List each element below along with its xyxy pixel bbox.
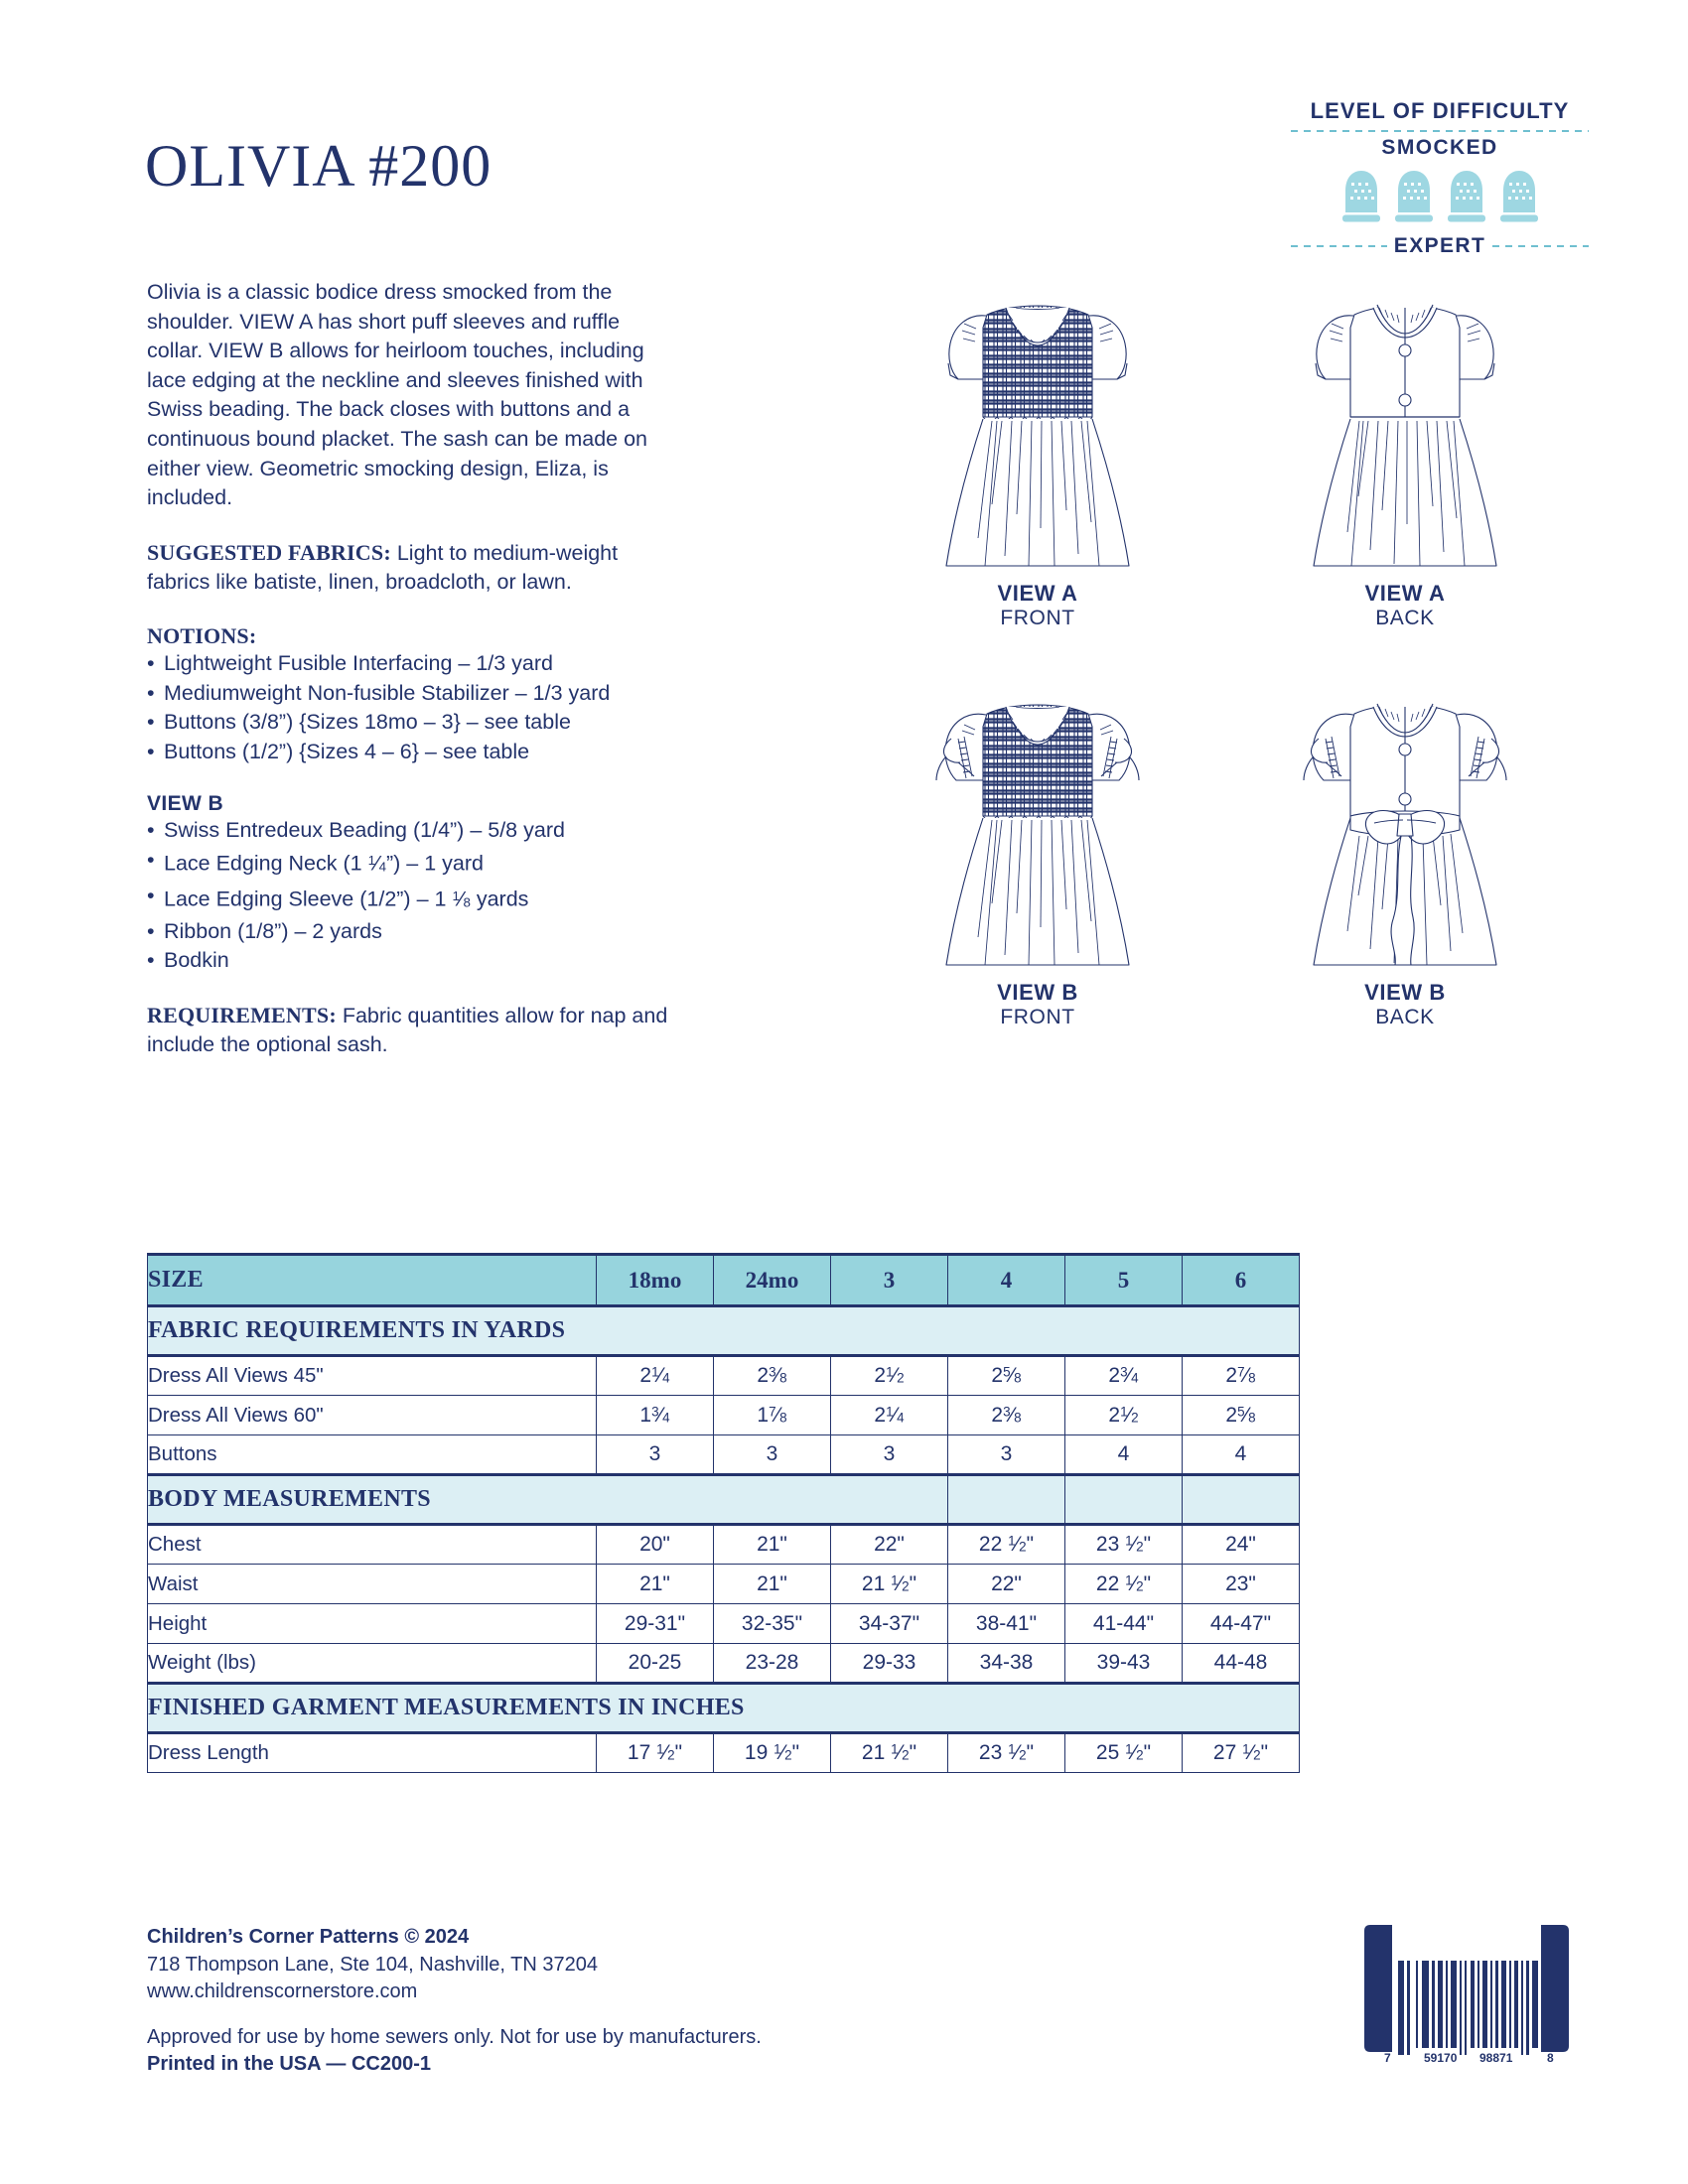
cell-value: 4 xyxy=(1234,1442,1247,1465)
caption-line-2: BACK xyxy=(1375,606,1435,629)
cell-value: 2 xyxy=(874,1403,887,1427)
fraction-numerator: 1 xyxy=(367,852,375,868)
fraction-slash: ⁄ xyxy=(898,1741,903,1764)
row-label: Dress All Views 60" xyxy=(148,1396,597,1435)
cell-value: 41-44" xyxy=(1092,1611,1155,1635)
footer-website[interactable]: www.childrenscornerstore.com xyxy=(147,1980,418,2002)
table-cell xyxy=(948,1396,1065,1435)
table-cell xyxy=(831,1396,948,1435)
table-cell xyxy=(1065,1525,1183,1565)
table-row xyxy=(148,1565,1300,1604)
column-header-0: 18mo xyxy=(597,1255,714,1306)
fraction-numerator: 1 xyxy=(891,1572,899,1588)
table-cell xyxy=(714,1435,831,1475)
dress-illustration-b-back xyxy=(1256,667,1554,975)
dashed-divider-left xyxy=(1291,245,1387,247)
thimble-icon xyxy=(1497,169,1541,229)
cell-value: 34-37" xyxy=(858,1611,920,1635)
fraction-numerator: 1 xyxy=(452,887,460,903)
view-b-notions-list xyxy=(147,816,673,975)
fraction-denominator: 2 xyxy=(1131,1409,1139,1425)
cell-value: 3 xyxy=(1000,1442,1013,1465)
cell-value: 22" xyxy=(991,1571,1022,1595)
fraction-numerator: 3 xyxy=(1003,1404,1011,1420)
notions-block xyxy=(147,623,673,766)
illustration-grid xyxy=(874,268,1569,1028)
difficulty-level: EXPERT xyxy=(1393,234,1486,258)
row-label: Buttons xyxy=(148,1435,597,1475)
caption-line-1: VIEW B xyxy=(997,980,1078,1006)
fraction-denominator: 2 xyxy=(1136,1747,1144,1763)
caption-line-2: FRONT xyxy=(1000,606,1075,629)
row-label: Weight (lbs) xyxy=(148,1644,597,1684)
section-title: BODY MEASUREMENTS xyxy=(148,1475,948,1525)
cell-value: 20-25 xyxy=(628,1651,682,1674)
pattern-description: Olivia is a classic bodice dress smocked from the shoulder. VIEW A has short puff sleeves and ruffle collar. VIEW B allows for heirloom touches, including lace edging at the neckline and sleeves finished with Swiss beading. The back closes with buttons and a continuous bound placket. The sash can be made on either view. Geometric smocking design, Eliza, is included. xyxy=(147,280,648,510)
caption-line-1: VIEW A xyxy=(1364,581,1446,606)
figure-view-b-front xyxy=(874,667,1201,1028)
list-item xyxy=(147,946,673,976)
table-row xyxy=(148,1525,1300,1565)
fraction-slash: ⁄ xyxy=(1244,1364,1249,1387)
table-cell xyxy=(1065,1435,1183,1475)
cell-value: 44-48 xyxy=(1213,1651,1268,1674)
fraction-denominator: 2 xyxy=(1253,1747,1261,1763)
table-cell xyxy=(948,1733,1065,1773)
table-cell xyxy=(1183,1733,1300,1773)
list-item: • Lightweight Fusible Interfacing – 1/3 yard xyxy=(147,649,673,679)
table-cell xyxy=(1065,1733,1183,1773)
table-cell xyxy=(597,1733,714,1773)
fraction-denominator: 4 xyxy=(662,1409,670,1425)
illustration-row-b xyxy=(874,667,1569,1028)
fraction-numerator: 1 xyxy=(651,1364,659,1380)
thimble-icon xyxy=(1445,169,1488,229)
table-cell xyxy=(714,1356,831,1396)
column-header-size: SIZE xyxy=(148,1255,597,1306)
row-label: Waist xyxy=(148,1565,597,1604)
fraction-slash: ⁄ xyxy=(658,1364,663,1387)
cell-value: 20" xyxy=(639,1533,670,1556)
footer-company: Children’s Corner Patterns © 2024 xyxy=(147,1926,470,1948)
table-cell xyxy=(1065,1356,1183,1396)
barcode-group-1: 59170 xyxy=(1424,2051,1458,2065)
cell-value: 44-47" xyxy=(1209,1611,1272,1635)
fraction-denominator: 2 xyxy=(1136,1577,1144,1593)
fraction-slash: ⁄ xyxy=(1249,1741,1254,1764)
caption-line-1: VIEW B xyxy=(1364,980,1446,1006)
cell-suffix: " xyxy=(909,1571,917,1595)
list-item xyxy=(147,917,673,947)
item-text: Ribbon (1/8”) – 2 yards xyxy=(164,918,382,943)
list-item: • Buttons (1/2”) {Sizes 4 – 6} – see table xyxy=(147,738,673,767)
table-cell xyxy=(597,1435,714,1475)
table-cell xyxy=(714,1604,831,1644)
suggested-fabrics-heading: SUGGESTED FABRICS: xyxy=(147,539,391,565)
fraction-denominator: 2 xyxy=(897,1370,905,1386)
fraction-denominator: 8 xyxy=(1248,1409,1256,1425)
table-cell xyxy=(948,1356,1065,1396)
fraction-slash: ⁄ xyxy=(1015,1533,1020,1556)
fraction-numerator: 1 xyxy=(1120,1404,1128,1420)
fraction-denominator: 2 xyxy=(902,1747,910,1763)
cell-value: 2 xyxy=(991,1403,1004,1427)
dashed-divider-right xyxy=(1492,245,1589,247)
table-row xyxy=(148,1604,1300,1644)
fraction-slash: ⁄ xyxy=(1010,1364,1015,1387)
cell-value: 3 xyxy=(883,1442,896,1465)
fraction-denominator: 2 xyxy=(1136,1539,1144,1555)
cell-suffix: " xyxy=(1026,1741,1035,1764)
size-chart xyxy=(147,1253,1299,1773)
fraction-numerator: 5 xyxy=(1237,1404,1245,1420)
table-row xyxy=(148,1644,1300,1684)
item-text: Bodkin xyxy=(164,948,229,973)
footer-approval: Approved for use by home sewers only. Not for use by manufacturers. xyxy=(147,2025,762,2048)
figure-caption xyxy=(1241,981,1569,1028)
difficulty-heading: LEVEL OF DIFFICULTY xyxy=(1310,98,1570,123)
fraction-slash: ⁄ xyxy=(898,1571,903,1595)
caption-line-1: VIEW A xyxy=(997,581,1078,606)
cell-value: 19 xyxy=(744,1741,774,1764)
cell-value: 22" xyxy=(874,1533,905,1556)
figure-caption xyxy=(874,981,1201,1028)
cell-value: 34-38 xyxy=(979,1651,1034,1674)
row-label: Chest xyxy=(148,1525,597,1565)
table-cell xyxy=(948,1644,1065,1684)
view-b-notions-block xyxy=(147,792,673,975)
table-cell xyxy=(1065,1644,1183,1684)
cell-suffix: " xyxy=(674,1741,683,1764)
cell-value: 39-43 xyxy=(1096,1651,1151,1674)
table-cell xyxy=(831,1604,948,1644)
section-title: FINISHED GARMENT MEASUREMENTS IN INCHES xyxy=(148,1684,1300,1733)
cell-value: 23-28 xyxy=(745,1651,799,1674)
fraction-denominator: 8 xyxy=(1014,1409,1022,1425)
fraction-denominator: 4 xyxy=(897,1409,905,1425)
footer-printed: Printed in the USA — CC200-1 xyxy=(147,2053,431,2075)
table-cell xyxy=(948,1604,1065,1644)
fraction-slash: ⁄ xyxy=(1132,1571,1137,1595)
cell-suffix: " xyxy=(909,1741,917,1764)
fraction-slash: ⁄ xyxy=(658,1403,663,1427)
table-cell xyxy=(831,1733,948,1773)
table-cell xyxy=(831,1644,948,1684)
cell-value: 22 xyxy=(978,1533,1009,1556)
fraction-slash: ⁄ xyxy=(1015,1741,1020,1764)
cell-value: 1 xyxy=(639,1403,652,1427)
fraction-denominator: 2 xyxy=(784,1747,792,1763)
table-cell xyxy=(597,1565,714,1604)
thimble-icon xyxy=(1339,169,1383,229)
item-text: Lace Edging Sleeve (1/2”) – 1 xyxy=(164,887,453,911)
fraction-slash: ⁄ xyxy=(1010,1403,1015,1427)
caption-line-2: FRONT xyxy=(1000,1005,1075,1028)
dress-illustration-a-back xyxy=(1256,268,1554,576)
table-cell xyxy=(597,1356,714,1396)
column-header-5: 6 xyxy=(1183,1255,1300,1306)
table-cell xyxy=(831,1356,948,1396)
cell-value: 27 xyxy=(1212,1741,1243,1764)
table-row xyxy=(148,1396,1300,1435)
fraction-slash: ⁄ xyxy=(780,1741,785,1764)
table-row xyxy=(148,1435,1300,1475)
fraction-denominator: 8 xyxy=(1014,1370,1022,1386)
item-text-post: yards xyxy=(470,887,529,911)
cell-suffix: " xyxy=(1143,1741,1152,1764)
fraction-denominator: 2 xyxy=(667,1747,675,1763)
table-row xyxy=(148,1356,1300,1396)
cell-value: 21" xyxy=(639,1571,670,1595)
table-cell xyxy=(831,1525,948,1565)
barcode xyxy=(1362,1911,1571,2075)
table-cell xyxy=(948,1435,1065,1475)
section-title: FABRIC REQUIREMENTS IN YARDS xyxy=(148,1306,1300,1356)
fraction-slash: ⁄ xyxy=(1132,1741,1137,1764)
cell-value: 1 xyxy=(757,1403,770,1427)
cell-value: 29-31" xyxy=(624,1611,686,1635)
difficulty-badge xyxy=(1291,99,1589,258)
fraction-numerator: 1 xyxy=(1125,1741,1133,1757)
suggested-fabrics-text: Light to medium-weight fabrics like batiste, linen, broadcloth, or lawn. xyxy=(147,540,619,595)
fraction-numerator: 1 xyxy=(1008,1741,1016,1757)
cell-value: 23 xyxy=(1095,1533,1126,1556)
notions-list xyxy=(147,649,673,766)
footer-spacer xyxy=(147,2006,902,2024)
table-cell xyxy=(714,1396,831,1435)
notions-heading: NOTIONS: xyxy=(147,622,257,648)
fraction-numerator: 5 xyxy=(1003,1364,1011,1380)
fraction-denominator: 2 xyxy=(1019,1747,1027,1763)
figure-view-a-back xyxy=(1241,268,1569,629)
table-section-row xyxy=(148,1684,1300,1733)
table-cell xyxy=(1183,1565,1300,1604)
table-cell xyxy=(948,1565,1065,1604)
fraction-numerator: 1 xyxy=(774,1741,781,1757)
thimble-icon xyxy=(1392,169,1436,229)
barcode-group-2: 98871 xyxy=(1479,2051,1513,2065)
difficulty-level-row xyxy=(1291,234,1589,258)
cell-value: 22 xyxy=(1095,1571,1126,1595)
fraction-denominator: 8 xyxy=(779,1370,787,1386)
thimble-rating xyxy=(1291,169,1589,229)
cell-value: 3 xyxy=(648,1442,661,1465)
fraction-numerator: 1 xyxy=(1125,1533,1133,1549)
view-b-heading: VIEW B xyxy=(147,792,224,816)
list-item xyxy=(147,816,673,846)
cell-suffix: " xyxy=(1143,1571,1152,1595)
table-cell xyxy=(948,1525,1065,1565)
table-section-row xyxy=(148,1475,1300,1525)
dashed-divider-top xyxy=(1291,130,1589,132)
requirements-text: Fabric quantities allow for nap and include the optional sash. xyxy=(147,1003,668,1057)
cell-value: 2 xyxy=(757,1364,770,1387)
dress-illustration-a-front xyxy=(889,268,1187,576)
section-blank-cell xyxy=(948,1475,1065,1525)
fraction-slash: ⁄ xyxy=(1244,1403,1249,1427)
cell-value: 32-35" xyxy=(741,1611,803,1635)
dress-illustration-b-front xyxy=(889,667,1187,975)
cell-suffix: " xyxy=(791,1741,800,1764)
cell-value: 24" xyxy=(1225,1533,1256,1556)
column-header-3: 4 xyxy=(948,1255,1065,1306)
cell-value: 2 xyxy=(1225,1364,1238,1387)
fraction-numerator: 1 xyxy=(886,1364,894,1380)
row-label: Dress Length xyxy=(148,1733,597,1773)
table-cell xyxy=(1065,1565,1183,1604)
footer xyxy=(147,1924,902,2079)
suggested-fabrics-block xyxy=(147,539,673,598)
fraction-denominator: 8 xyxy=(1248,1370,1256,1386)
table-cell xyxy=(1183,1356,1300,1396)
table-row xyxy=(148,1733,1300,1773)
figure-caption xyxy=(874,582,1201,629)
section-blank-cell xyxy=(1065,1475,1183,1525)
fraction-slash: ⁄ xyxy=(1127,1364,1132,1387)
fraction-numerator: 7 xyxy=(1237,1364,1245,1380)
table-cell xyxy=(1065,1604,1183,1644)
cell-suffix: " xyxy=(1026,1533,1035,1556)
item-text-post: ”) – 1 yard xyxy=(386,851,484,876)
table-cell xyxy=(597,1644,714,1684)
cell-value: 3 xyxy=(766,1442,778,1465)
caption-line-2: BACK xyxy=(1375,1005,1435,1028)
fraction-denominator: 2 xyxy=(1019,1539,1027,1555)
fraction-numerator: 3 xyxy=(651,1404,659,1420)
cell-value: 21" xyxy=(757,1533,787,1556)
cell-value: 17 xyxy=(627,1741,657,1764)
item-text: Lace Edging Neck (1 xyxy=(164,851,368,876)
fraction-numerator: 7 xyxy=(769,1404,776,1420)
fraction-numerator: 1 xyxy=(1242,1741,1250,1757)
cell-value: 25 xyxy=(1095,1741,1126,1764)
row-label: Height xyxy=(148,1604,597,1644)
table-cell xyxy=(714,1644,831,1684)
fraction-slash: ⁄ xyxy=(1127,1403,1132,1427)
size-table xyxy=(147,1253,1300,1773)
table-cell xyxy=(1065,1396,1183,1435)
table-cell xyxy=(831,1435,948,1475)
row-label: Dress All Views 45" xyxy=(148,1356,597,1396)
table-cell xyxy=(597,1396,714,1435)
fraction-numerator: 1 xyxy=(891,1741,899,1757)
left-text-column xyxy=(147,278,673,1060)
table-cell xyxy=(597,1525,714,1565)
fraction-slash: ⁄ xyxy=(775,1403,780,1427)
table-cell xyxy=(1183,1435,1300,1475)
cell-value: 29-33 xyxy=(862,1651,916,1674)
fraction-denominator: 2 xyxy=(902,1577,910,1593)
figure-view-b-back xyxy=(1241,667,1569,1028)
fraction-slash: ⁄ xyxy=(775,1364,780,1387)
fraction-slash: ⁄ xyxy=(663,1741,668,1764)
fraction-denominator: 4 xyxy=(378,859,386,875)
difficulty-category: SMOCKED xyxy=(1381,136,1498,160)
cell-value: 2 xyxy=(874,1364,887,1387)
fraction-slash: ⁄ xyxy=(1132,1533,1137,1556)
column-header-4: 5 xyxy=(1065,1255,1183,1306)
fraction-numerator: 1 xyxy=(1125,1572,1133,1588)
table-cell xyxy=(714,1565,831,1604)
list-item: • Lace Edging Neck (1 $^1⁄_4”) - 1$ yard xyxy=(147,846,673,882)
item-text: Swiss Entredeux Beading (1/4”) – 5/8 yard xyxy=(164,818,565,843)
barcode-left-digit: 7 xyxy=(1384,2051,1391,2065)
cell-value: 21" xyxy=(757,1571,787,1595)
cell-value: 2 xyxy=(1108,1403,1121,1427)
cell-value: 38-41" xyxy=(975,1611,1038,1635)
cell-value: 21 xyxy=(861,1741,892,1764)
table-cell xyxy=(714,1525,831,1565)
cell-suffix: " xyxy=(1260,1741,1269,1764)
illustration-row-a xyxy=(874,268,1569,629)
fraction-numerator: 1 xyxy=(886,1404,894,1420)
page-title: OLIVIA #200 xyxy=(145,133,492,199)
requirements-heading: REQUIREMENTS: xyxy=(147,1002,337,1027)
cell-value: 2 xyxy=(1108,1364,1121,1387)
list-item: • Buttons (3/8”) {Sizes 18mo – 3} – see table xyxy=(147,708,673,738)
fraction-denominator: 8 xyxy=(779,1409,787,1425)
table-cell xyxy=(714,1733,831,1773)
table-section-row xyxy=(148,1306,1300,1356)
fraction-slash: ⁄ xyxy=(893,1364,898,1387)
section-blank-cell xyxy=(1183,1475,1300,1525)
cell-value: 23" xyxy=(1225,1571,1256,1595)
cell-value: 4 xyxy=(1117,1442,1130,1465)
cell-value: 21 xyxy=(861,1571,892,1595)
table-cell xyxy=(1183,1525,1300,1565)
cell-value: 2 xyxy=(639,1364,652,1387)
figure-view-a-front xyxy=(874,268,1201,629)
footer-address: 718 Thompson Lane, Ste 104, Nashville, TN 37204 xyxy=(147,1953,599,1976)
fraction-numerator: 3 xyxy=(1120,1364,1128,1380)
list-item: • Lace Edging Sleeve (1/2”) – 1 $^1⁄_8$ yards xyxy=(147,882,673,917)
column-header-1: 24mo xyxy=(714,1255,831,1306)
table-header-row xyxy=(148,1255,1300,1306)
cell-value: 23 xyxy=(978,1741,1009,1764)
figure-caption xyxy=(1241,582,1569,629)
table-cell xyxy=(1183,1644,1300,1684)
fraction-numerator: 1 xyxy=(656,1741,664,1757)
fraction-denominator: 8 xyxy=(463,894,471,909)
list-item: • Mediumweight Non-fusible Stabilizer – 1/3 yard xyxy=(147,679,673,709)
requirements-block xyxy=(147,1002,673,1060)
table-cell xyxy=(1183,1604,1300,1644)
column-header-2: 3 xyxy=(831,1255,948,1306)
table-cell xyxy=(831,1565,948,1604)
fraction-slash: ⁄ xyxy=(893,1403,898,1427)
fraction-numerator: 1 xyxy=(1008,1533,1016,1549)
barcode-right-digit: 8 xyxy=(1547,2051,1554,2065)
cell-suffix: " xyxy=(1143,1533,1152,1556)
fraction-denominator: 4 xyxy=(662,1370,670,1386)
table-cell xyxy=(1183,1396,1300,1435)
table-cell xyxy=(597,1604,714,1644)
barcode-graphic xyxy=(1362,1911,1571,2075)
fraction-numerator: 3 xyxy=(769,1364,776,1380)
cell-value: 2 xyxy=(991,1364,1004,1387)
cell-value: 2 xyxy=(1225,1403,1238,1427)
fraction-denominator: 4 xyxy=(1131,1370,1139,1386)
